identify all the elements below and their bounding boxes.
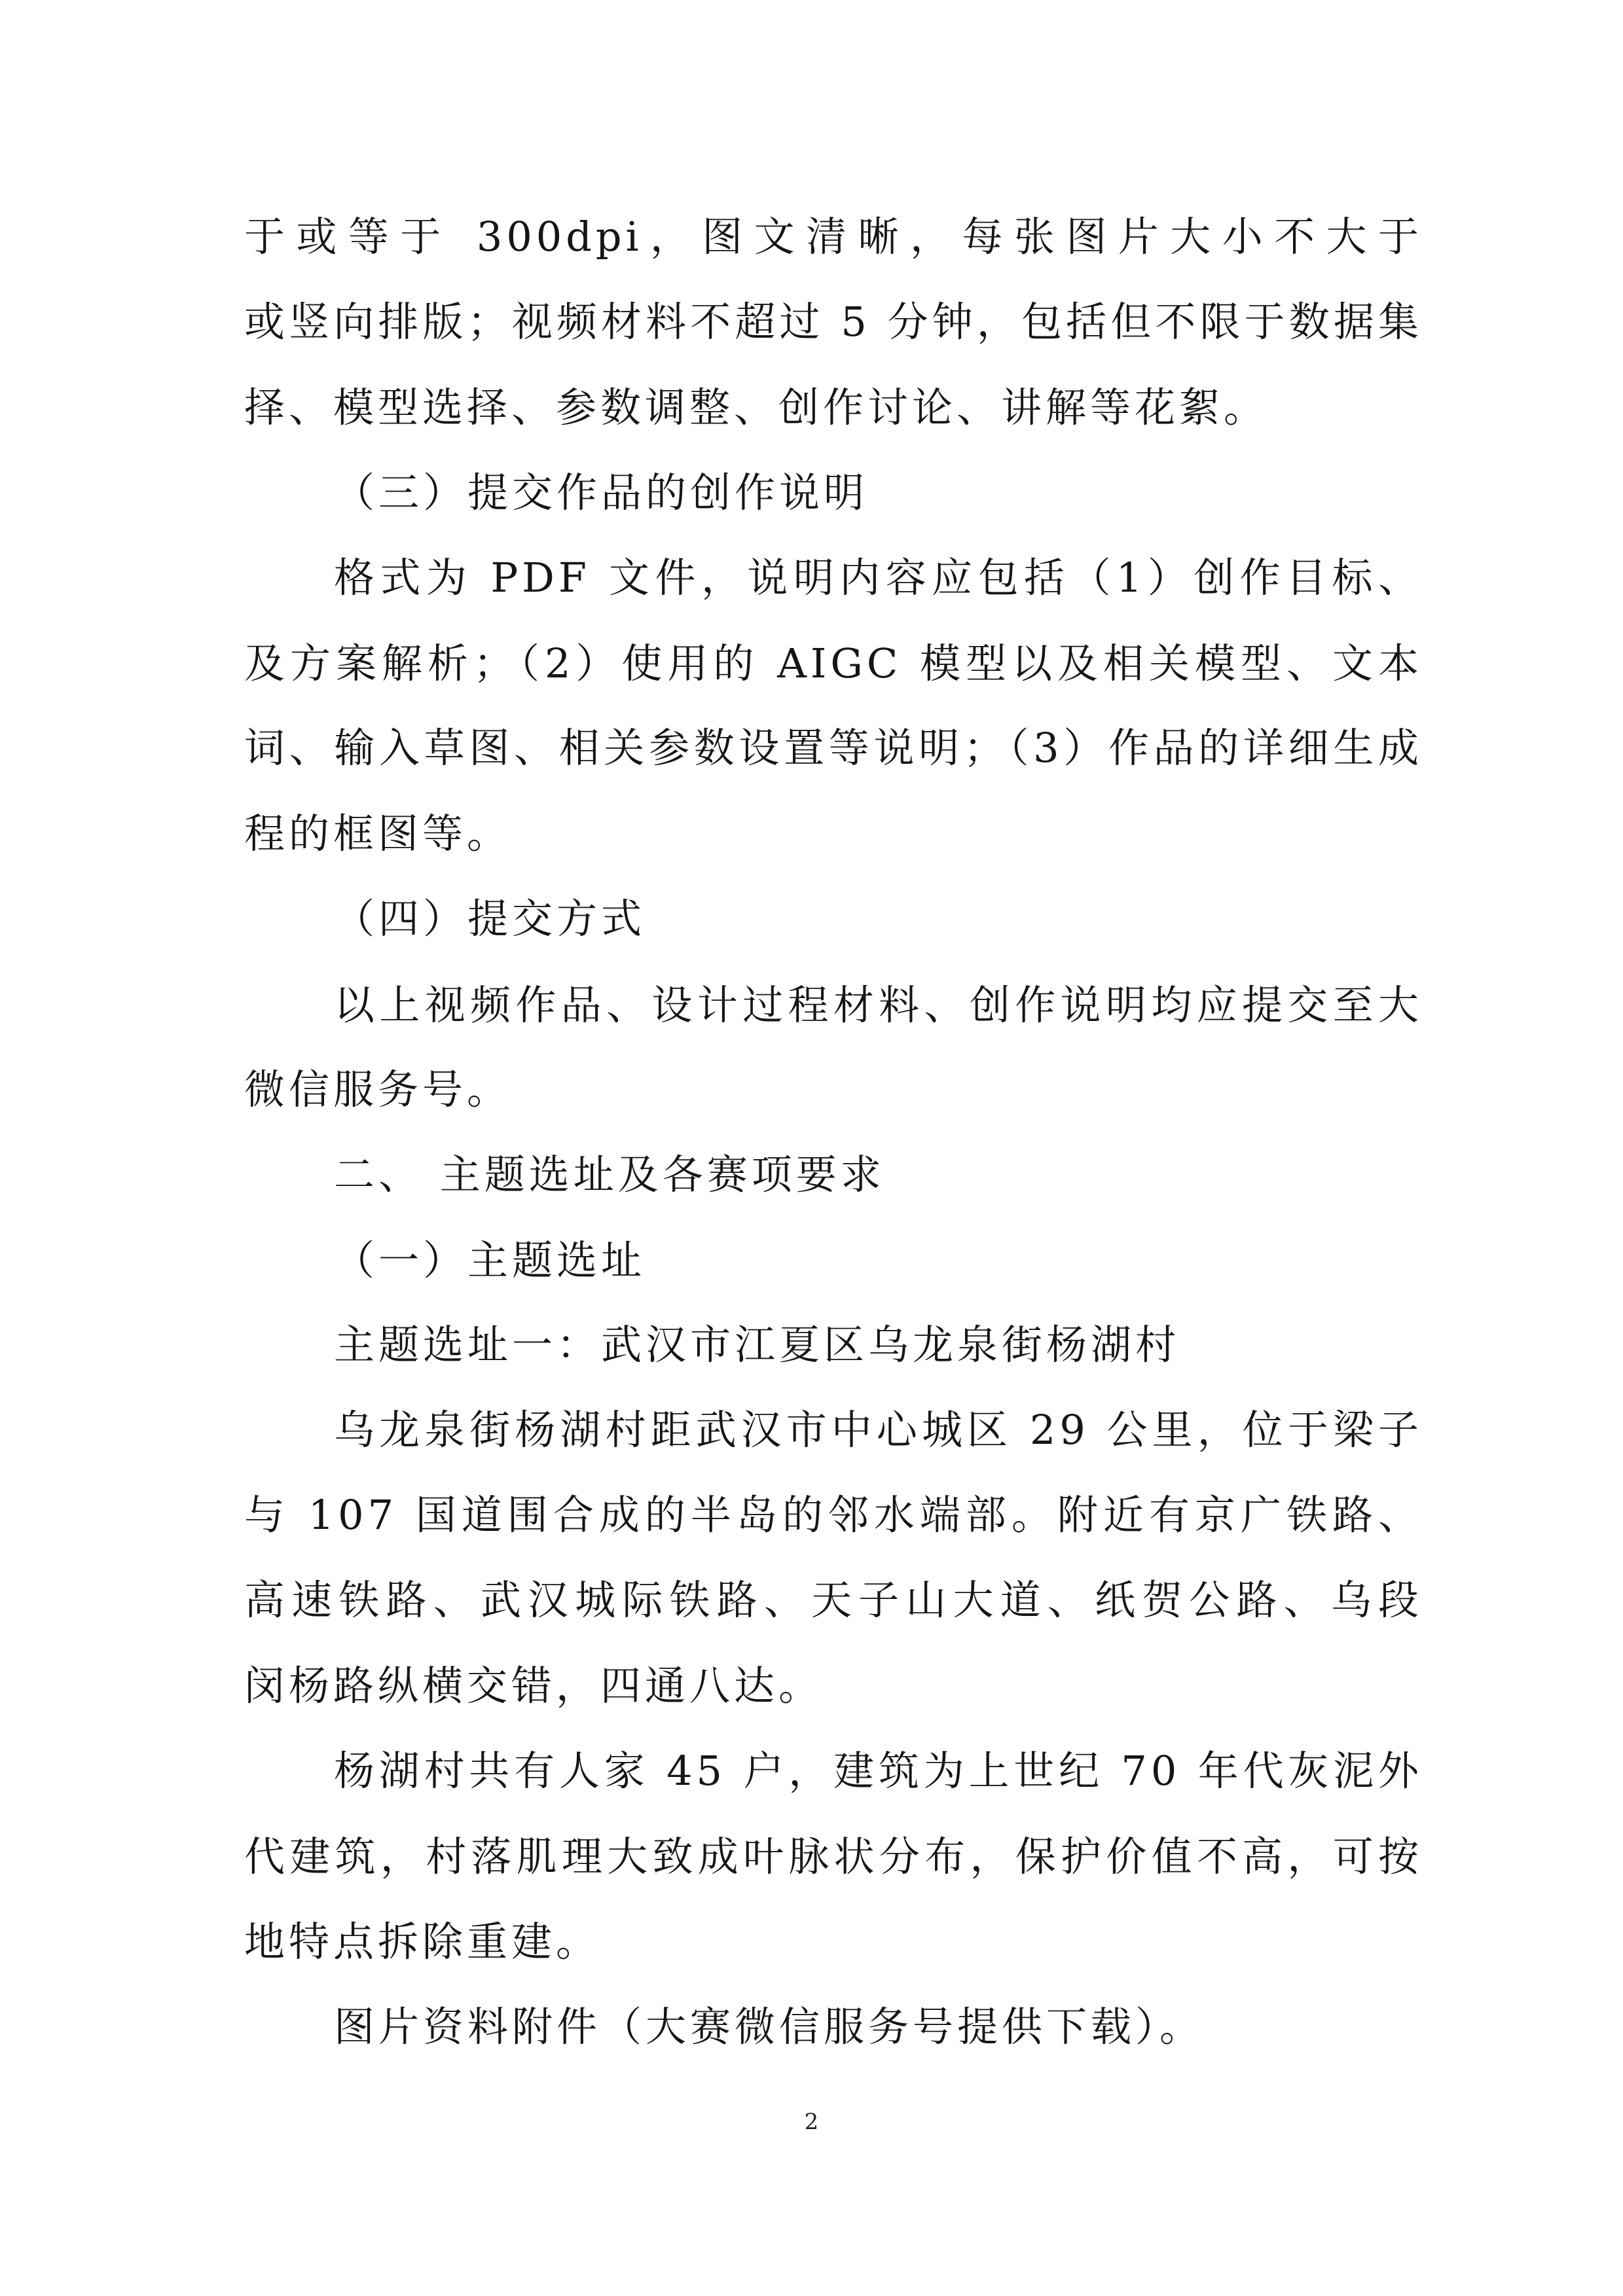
- paragraph-1-line-1: 于或等于 300dpi，图文清晰，每张图片大小不大于: [244, 213, 1423, 260]
- section-two-heading: 二、 主题选址及各赛项要求: [334, 1151, 885, 1198]
- paragraph-4-line-2: 与 107 国道围合成的半岛的邻水端部。附近有京广铁路、: [244, 1491, 1423, 1539]
- site-one-title: 主题选址一：武汉市江夏区乌龙泉街杨湖村: [334, 1321, 1180, 1369]
- paragraph-4-line-1: 乌龙泉街杨湖村距武汉市中心城区 29 公里，位于梁子: [334, 1406, 1423, 1454]
- paragraph-2-line-1: 格式为 PDF 文件，说明内容应包括（1）创作目标、: [334, 554, 1423, 601]
- paragraph-2-line-3: 词、输入草图、相关参数设置等说明；（3）作品的详细生成: [244, 724, 1423, 772]
- paragraph-4-line-3: 高速铁路、武汉城际铁路、天子山大道、纸贺公路、乌段: [244, 1576, 1423, 1624]
- heading-four: （四）提交方式: [334, 895, 646, 942]
- paragraph-4-line-4: 闵杨路纵横交错，四通八达。: [244, 1662, 824, 1710]
- paragraph-3-line-1: 以上视频作品、设计过程材料、创作说明均应提交至大: [334, 981, 1423, 1029]
- paragraph-5-line-3: 地特点拆除重建。: [244, 1918, 601, 1965]
- attachment-note: 图片资料附件（大赛微信服务号提供下载）。: [334, 2003, 1205, 2051]
- heading-three: （三）提交作品的创作说明: [334, 469, 869, 516]
- paragraph-1-line-2: 或竖向排版；视频材料不超过 5 分钟，包括但不限于数据集: [244, 298, 1423, 346]
- paragraph-5-line-1: 杨湖村共有人家 45 户，建筑为上世纪 70 年代灰泥外: [334, 1747, 1423, 1795]
- paragraph-2-line-4: 程的框图等。: [244, 810, 512, 857]
- paragraph-3-line-2: 微信服务号。: [244, 1066, 512, 1113]
- page-number: 2: [804, 2109, 819, 2135]
- paragraph-5-line-2: 代建筑，村落肌理大致成叶脉状分布，保护价值不高，可按: [244, 1833, 1423, 1880]
- paragraph-1-line-3: 择、模型选择、参数调整、创作讨论、讲解等花絮。: [244, 384, 1269, 431]
- sub-heading-site: （一）主题选址: [334, 1236, 646, 1284]
- paragraph-2-line-2: 及方案解析；（2）使用的 AIGC 模型以及相关模型、文本: [244, 639, 1423, 687]
